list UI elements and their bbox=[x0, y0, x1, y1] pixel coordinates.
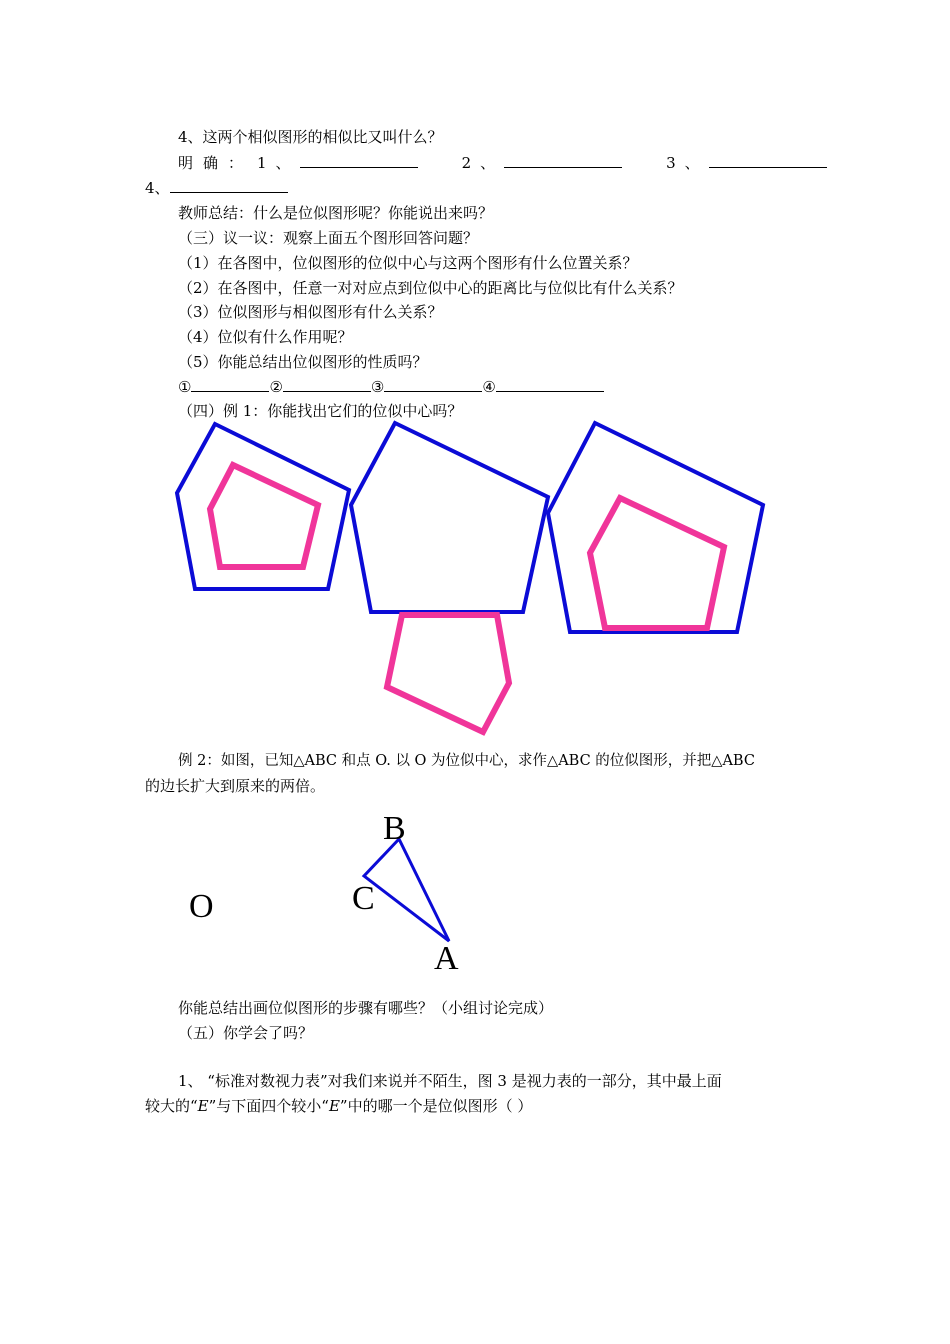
question-3: （3）位似图形与相似图形有什么关系？ bbox=[178, 303, 443, 321]
problem-1-line-1: 1、 “标准对数视力表”对我们来说并不陌生，图 3 是视力表的一部分，其中最上面 bbox=[178, 1072, 722, 1090]
prop-4: ④ bbox=[482, 378, 496, 396]
prop-3: ③ bbox=[370, 378, 385, 396]
letter-e-1: E bbox=[197, 1097, 209, 1115]
label-b: B bbox=[383, 810, 406, 847]
p1-text-c: ”中的哪一个是位似图形（ ） bbox=[339, 1097, 533, 1115]
label-a: A bbox=[434, 940, 459, 977]
question-5: （5）你能总结出位似图形的性质吗？ bbox=[178, 353, 428, 371]
mingque-item-1: 1、 bbox=[257, 154, 300, 172]
label-c: C bbox=[352, 880, 375, 917]
teacher-summary: 教师总结：什么是位似图形呢？你能说出来吗？ bbox=[178, 204, 494, 222]
example-2-line-1: 例 2：如图，已知△ABC 和点 O. 以 O 为位似中心，求作△ABC 的位似图形，并把△ABC bbox=[178, 753, 755, 769]
prop-2: ② bbox=[269, 378, 283, 396]
question-4: 4、这两个相似图形的相似比又叫什么？ bbox=[178, 128, 443, 146]
prop-1: ① bbox=[178, 378, 192, 396]
mingque-item-3: 3、 bbox=[666, 154, 709, 172]
p1-text-a: 较大的“ bbox=[145, 1097, 198, 1115]
example-2-line-2: 的边长扩大到原来的两倍。 bbox=[145, 777, 326, 795]
section-5-heading: （五）你学会了吗？ bbox=[178, 1024, 314, 1042]
problem-1-line-2 bbox=[145, 1096, 532, 1116]
p1-text-b: ”与下面四个较小“ bbox=[208, 1097, 329, 1115]
mingque-item-2: 2、 bbox=[461, 154, 505, 172]
section-4-heading: （四）例 1：你能找出它们的位似中心吗？ bbox=[178, 402, 463, 420]
mingque-label: 明确： bbox=[178, 154, 254, 172]
question-1: （1）在各图中，位似图形的位似中心与这两个图形有什么位置关系？ bbox=[178, 254, 638, 272]
question-4b: （4）位似有什么作用呢？ bbox=[178, 328, 353, 346]
letter-e-2: E bbox=[328, 1097, 340, 1115]
question-2: （2）在各图中，任意一对对应点到位似中心的距离比与位似比有什么关系？ bbox=[178, 279, 683, 297]
triangle-abc bbox=[364, 839, 449, 941]
label-o: O bbox=[189, 888, 214, 925]
mingque-item-4: 4、 bbox=[145, 179, 170, 197]
steps-question: 你能总结出画位似图形的步骤有哪些？（小组讨论完成） bbox=[178, 999, 554, 1017]
section-3-heading: （三）议一议：观察上面五个图形回答问题？ bbox=[178, 229, 479, 247]
